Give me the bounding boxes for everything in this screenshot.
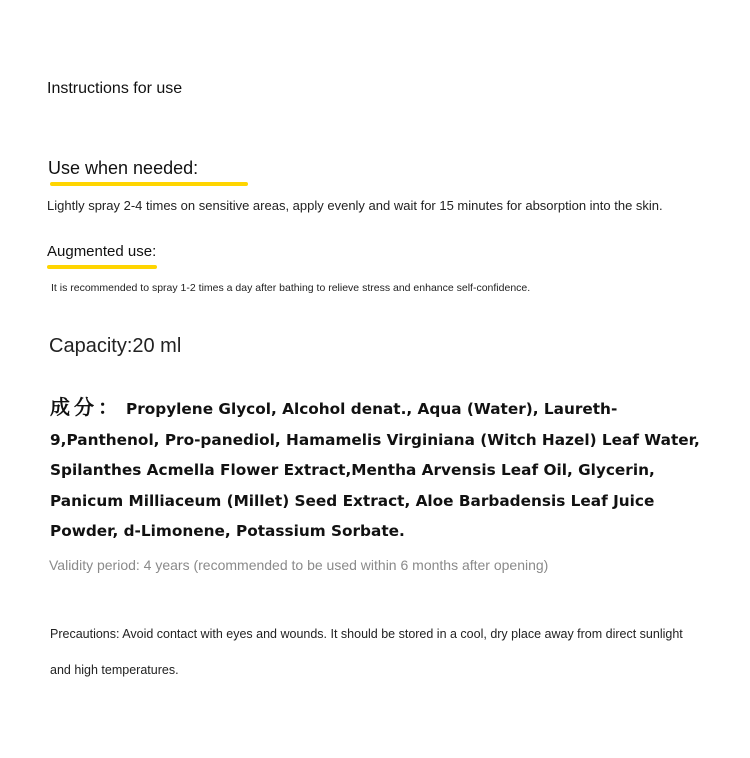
yellow-underline [47, 265, 157, 269]
yellow-underline [50, 182, 248, 186]
ingredients-paragraph [50, 392, 720, 547]
capacity: Capacity:20 ml [49, 335, 182, 357]
use-when-needed-heading-text: Use when needed: [48, 158, 199, 178]
use-when-needed-text: Lightly spray 2-4 times on sensitive areas, apply evenly and wait for 15 minutes for absorption into the skin. [47, 198, 663, 213]
use-when-needed-heading [48, 158, 198, 182]
document-title: Instructions for use [47, 80, 183, 97]
ingredients-list: Propylene Glycol, Alcohol denat., Aqua (Water), Laureth-9,Panthenol, Pro-panediol, Hamamelis Virginiana (Witch Hazel) Leaf Water, Spilanthes Acmella Flower Extract,Mentha Arvensis Leaf Oil, Glycerin, Panicum Milliaceum (Millet) Seed Extract, Aloe Barbadensis Leaf Juice Powder, d-Limonene, Potassium Sorbate. [50, 400, 700, 540]
validity-period: Validity period: 4 years (recommended to be used within 6 months after opening) [49, 557, 549, 573]
precautions: Precautions: Avoid contact with eyes and wounds. It should be stored in a cool, dry place away from direct sunlight and high temperatures. [50, 627, 683, 677]
augmented-use-text: It is recommended to spray 1-2 times a day after bathing to relieve stress and enhance self-confidence. [51, 282, 531, 294]
ingredients-label: 成分： [50, 395, 122, 419]
augmented-use-heading-text: Augmented use: [47, 243, 157, 260]
augmented-use-heading [47, 243, 156, 263]
